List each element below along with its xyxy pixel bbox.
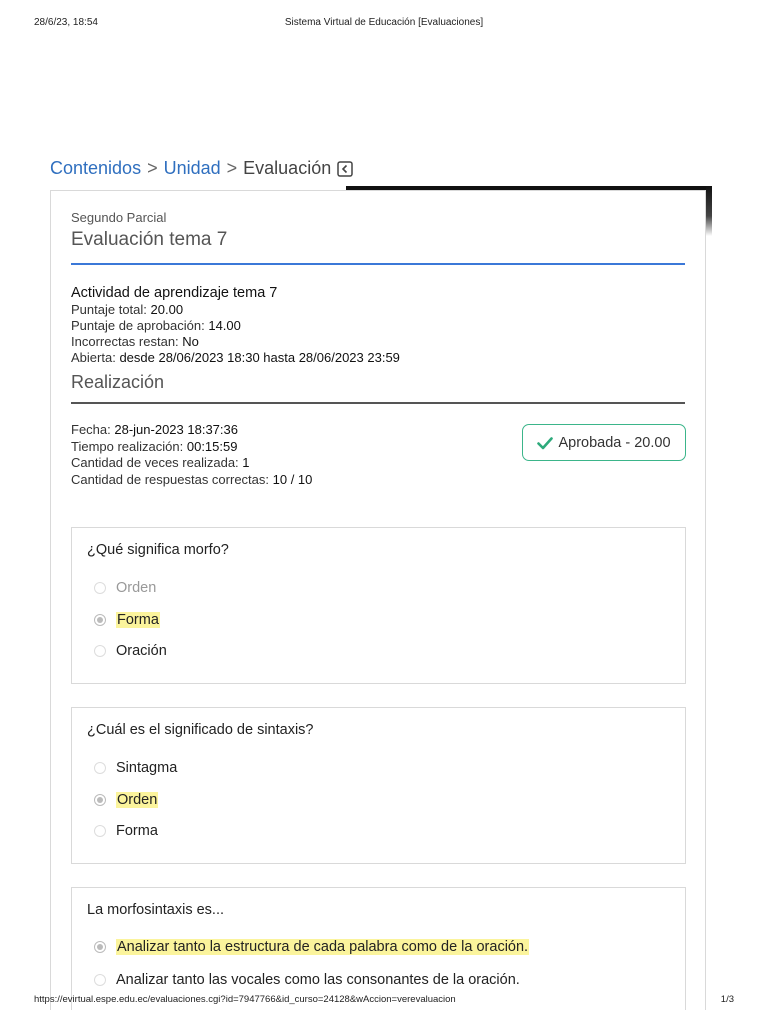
evaluation-title: Evaluación tema 7 — [71, 229, 228, 250]
correctas-label: Cantidad de respuestas correctas: — [71, 471, 269, 487]
answer-option[interactable] — [94, 612, 160, 628]
answer-label: Oración — [116, 643, 167, 659]
status-badge-label: Aprobada - 20.00 — [558, 434, 671, 451]
radio-button[interactable] — [94, 582, 106, 594]
radio-button[interactable] — [94, 974, 106, 986]
puntaje-total-row — [71, 302, 400, 318]
answer-label: Analizar tanto la estructura de cada palabra como de la oración. — [117, 939, 529, 955]
answer-option[interactable] — [94, 643, 167, 659]
print-header — [0, 17, 768, 31]
realizacion-divider — [71, 402, 685, 404]
incorrectas-value: No — [182, 334, 199, 349]
print-page-title: Sistema Virtual de Educación [Evaluaciones] — [284, 17, 484, 28]
print-page-number: 1/3 — [720, 994, 734, 1005]
answer-option[interactable] — [94, 972, 520, 988]
breadcrumb-current: Evaluación — [243, 158, 332, 178]
print-url: https://evirtual.espe.edu.ec/evaluaciones.cgi?id=7947766&id_curso=24128&wAccion=verevaluacion — [34, 994, 456, 1005]
fecha-label: Fecha: — [71, 422, 111, 437]
answer-option[interactable] — [94, 580, 156, 596]
puntaje-total-value: 20.00 — [150, 302, 184, 317]
incorrectas-row — [71, 334, 400, 350]
radio-button[interactable] — [94, 762, 106, 774]
fecha-row — [71, 422, 312, 439]
question-text: ¿Cuál es el significado de sintaxis? — [87, 722, 314, 738]
realizacion-info — [71, 422, 312, 488]
breadcrumb-unidad-link[interactable]: Unidad — [163, 158, 221, 178]
puntaje-aprobacion-value: 14.00 — [208, 318, 241, 333]
radio-button-selected[interactable] — [94, 614, 106, 626]
question-text: La morfosintaxis es... — [87, 902, 224, 918]
question-card — [71, 527, 686, 684]
evaluation-info — [71, 284, 400, 366]
incorrectas-label: Incorrectas restan: — [71, 334, 179, 349]
activity-name: Actividad de aprendizaje tema 7 — [71, 285, 278, 301]
correctas-row — [71, 472, 312, 489]
radio-button-selected[interactable] — [94, 794, 106, 806]
realizacion-title: Realización — [71, 372, 165, 392]
answer-label: Sintagma — [116, 760, 178, 776]
card-shadow — [706, 186, 712, 236]
radio-button[interactable] — [94, 825, 106, 837]
breadcrumb-separator: > — [226, 158, 238, 178]
answer-label: Forma — [117, 612, 159, 628]
evaluation-subtitle: Segundo Parcial — [71, 210, 167, 225]
answer-label: Orden — [116, 580, 157, 596]
abierta-value: desde 28/06/2023 18:30 hasta 28/06/2023 23:59 — [119, 350, 400, 365]
tiempo-row — [71, 439, 312, 456]
fecha-value: 28-jun-2023 18:37:36 — [114, 422, 238, 437]
tiempo-value: 00:15:59 — [186, 438, 238, 454]
question-card — [71, 887, 686, 1010]
breadcrumb-contenidos-link[interactable]: Contenidos — [50, 158, 142, 178]
answer-option[interactable] — [94, 823, 158, 839]
answer-label: Analizar tanto las vocales como las consonantes de la oración. — [116, 972, 520, 988]
answer-label: Orden — [117, 792, 158, 808]
status-badge — [522, 424, 686, 461]
answer-option[interactable] — [94, 939, 529, 955]
answer-option[interactable] — [94, 792, 158, 808]
answer-label: Forma — [116, 823, 158, 839]
puntaje-total-label: Puntaje total: — [71, 302, 147, 317]
puntaje-aprobacion-label: Puntaje de aprobación: — [71, 318, 205, 333]
veces-value: 1 — [242, 455, 250, 470]
breadcrumb — [50, 158, 353, 179]
check-icon — [537, 436, 553, 450]
radio-button[interactable] — [94, 645, 106, 657]
veces-row — [71, 455, 312, 472]
abierta-row — [71, 350, 400, 366]
print-timestamp: 28/6/23, 18:54 — [34, 17, 98, 28]
correctas-value: 10 / 10 — [272, 471, 313, 487]
veces-label: Cantidad de veces realizada: — [71, 455, 239, 470]
tiempo-label: Tiempo realización: — [71, 438, 184, 454]
radio-button-selected[interactable] — [94, 941, 106, 953]
evaluation-card — [50, 190, 706, 1010]
breadcrumb-separator: > — [147, 158, 158, 178]
question-card — [71, 707, 686, 864]
print-footer — [0, 994, 768, 1008]
question-text: ¿Qué significa morfo? — [87, 542, 229, 558]
answer-option[interactable] — [94, 760, 177, 776]
abierta-label: Abierta: — [71, 350, 116, 365]
puntaje-aprobacion-row — [71, 318, 400, 334]
chevron-left-box-icon[interactable] — [337, 161, 353, 177]
title-divider — [71, 263, 685, 265]
